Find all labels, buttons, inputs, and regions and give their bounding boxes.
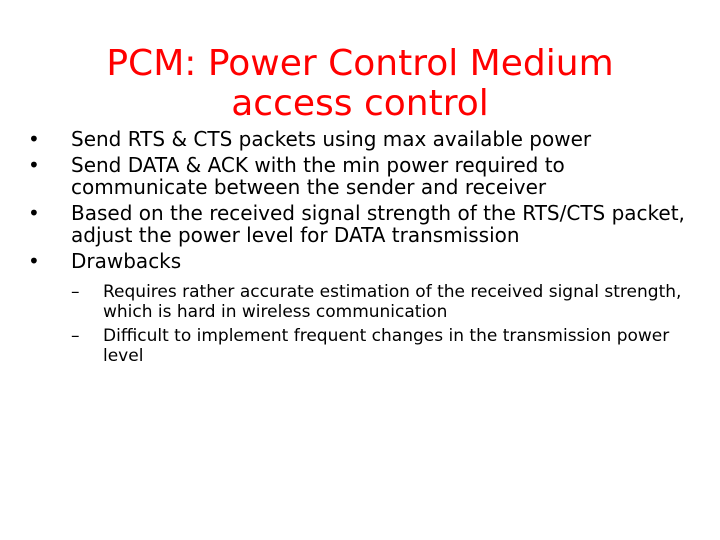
slide-title — [40, 44, 680, 124]
bullet-item — [28, 202, 688, 246]
sub-bullet-marker: – — [71, 326, 80, 346]
bullet-marker: • — [28, 153, 40, 177]
sub-bullet-text: Difficult to implement frequent changes in the transmission power level — [103, 326, 670, 366]
bullet-text: Drawbacks — [71, 249, 182, 273]
slide-title-line-2: access control — [231, 83, 489, 125]
bullet-list — [28, 128, 688, 370]
sub-bullet-list — [71, 282, 688, 366]
bullet-item — [28, 128, 688, 150]
bullet-text: Send RTS & CTS packets using max available power — [71, 127, 592, 151]
sub-bullet-item — [71, 326, 688, 366]
bullet-text: Send DATA & ACK with the min power required to communicate between the sender and receiver — [71, 153, 565, 199]
sub-bullet-text: Requires rather accurate estimation of the received signal strength, which is hard in wireless communication — [103, 282, 682, 322]
slide-title-line-1: PCM: Power Control Medium — [106, 43, 614, 85]
sub-bullet-marker: – — [71, 282, 80, 302]
sub-bullet-item — [71, 282, 688, 322]
bullet-text: Based on the received signal strength of the RTS/CTS packet, adjust the power level for DATA transmission — [71, 201, 685, 247]
bullet-marker: • — [28, 249, 40, 273]
bullet-item — [28, 250, 688, 366]
bullet-marker: • — [28, 201, 40, 225]
bullet-item — [28, 154, 688, 198]
bullet-marker: • — [28, 127, 40, 151]
